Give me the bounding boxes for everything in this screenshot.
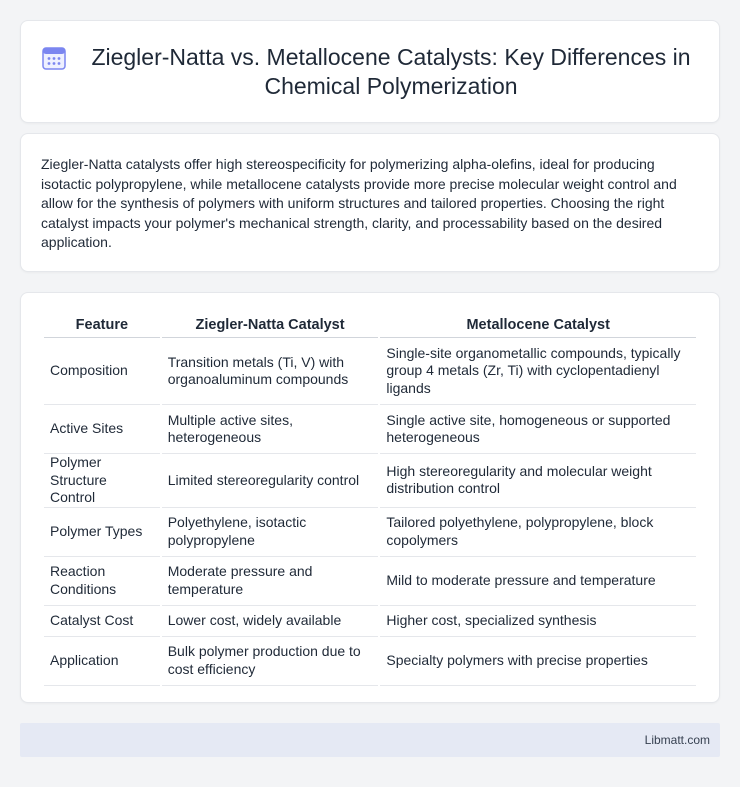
title-card bbox=[20, 20, 720, 123]
header-metallocene: Metallocene Catalyst bbox=[380, 315, 696, 338]
comparison-table-card bbox=[20, 292, 720, 703]
row-feature-cell: Application bbox=[44, 637, 160, 686]
row-ziegler-natta-cell: Polyethylene, isotactic polypropylene bbox=[162, 508, 379, 557]
title-wrap bbox=[21, 43, 719, 101]
header-ziegler-natta: Ziegler-Natta Catalyst bbox=[162, 315, 379, 338]
row-metallocene-cell: Single active site, homogeneous or supported heterogeneous bbox=[380, 405, 696, 454]
row-metallocene-cell: Higher cost, specialized synthesis bbox=[380, 606, 696, 637]
row-ziegler-natta-cell: Bulk polymer production due to cost efficiency bbox=[162, 637, 379, 686]
row-feature-cell: Active Sites bbox=[44, 405, 160, 454]
table-row bbox=[44, 405, 696, 454]
summary-card bbox=[20, 133, 720, 272]
table-row bbox=[44, 606, 696, 637]
row-feature-cell: Reaction Conditions bbox=[44, 557, 160, 606]
row-feature-cell: Catalyst Cost bbox=[44, 606, 160, 637]
row-metallocene-cell: High stereoregularity and molecular weight distribution control bbox=[380, 454, 696, 508]
page-title: Ziegler-Natta vs. Metallocene Catalysts: Key Differences in Chemical Polymerization bbox=[91, 43, 691, 99]
row-feature-cell: Composition bbox=[44, 338, 160, 405]
table-row bbox=[44, 338, 696, 405]
header-feature: Feature bbox=[44, 315, 160, 338]
table-row bbox=[44, 454, 696, 508]
row-ziegler-natta-cell: Moderate pressure and temperature bbox=[162, 557, 379, 606]
summary-text: Ziegler-Natta catalysts offer high stereospecificity for polymerizing alpha-olefins, ideal for producing isotactic polypropylene, while metallocene catalysts provide more precise molecular weight control and allow for the synthesis of polymers with uniform structures and tailored properties. Choosing the right catalyst impacts your polymer's mechanical strength, clarity, and processability based on the desired application. bbox=[41, 156, 677, 251]
calendar-grid-icon bbox=[41, 45, 67, 71]
row-metallocene-cell: Tailored polyethylene, polypropylene, block copolymers bbox=[380, 508, 696, 557]
table-row bbox=[44, 508, 696, 557]
row-metallocene-cell: Specialty polymers with precise properties bbox=[380, 637, 696, 686]
row-ziegler-natta-cell: Multiple active sites, heterogeneous bbox=[162, 405, 379, 454]
row-feature-cell: Polymer Structure Control bbox=[44, 454, 160, 508]
comparison-table bbox=[42, 315, 698, 686]
row-ziegler-natta-cell: Transition metals (Ti, V) with organoaluminum compounds bbox=[162, 338, 379, 405]
row-ziegler-natta-cell: Lower cost, widely available bbox=[162, 606, 379, 637]
row-metallocene-cell: Single-site organometallic compounds, typically group 4 metals (Zr, Ti) with cyclopentadienyl ligands bbox=[380, 338, 696, 405]
table-row bbox=[44, 637, 696, 686]
footer-brand[interactable]: Libmatt.com bbox=[644, 733, 710, 747]
footer-bar bbox=[20, 723, 720, 757]
row-feature-cell: Polymer Types bbox=[44, 508, 160, 557]
table-row bbox=[44, 557, 696, 606]
table-header-row bbox=[44, 315, 696, 338]
row-metallocene-cell: Mild to moderate pressure and temperature bbox=[380, 557, 696, 606]
row-ziegler-natta-cell: Limited stereoregularity control bbox=[162, 454, 379, 508]
